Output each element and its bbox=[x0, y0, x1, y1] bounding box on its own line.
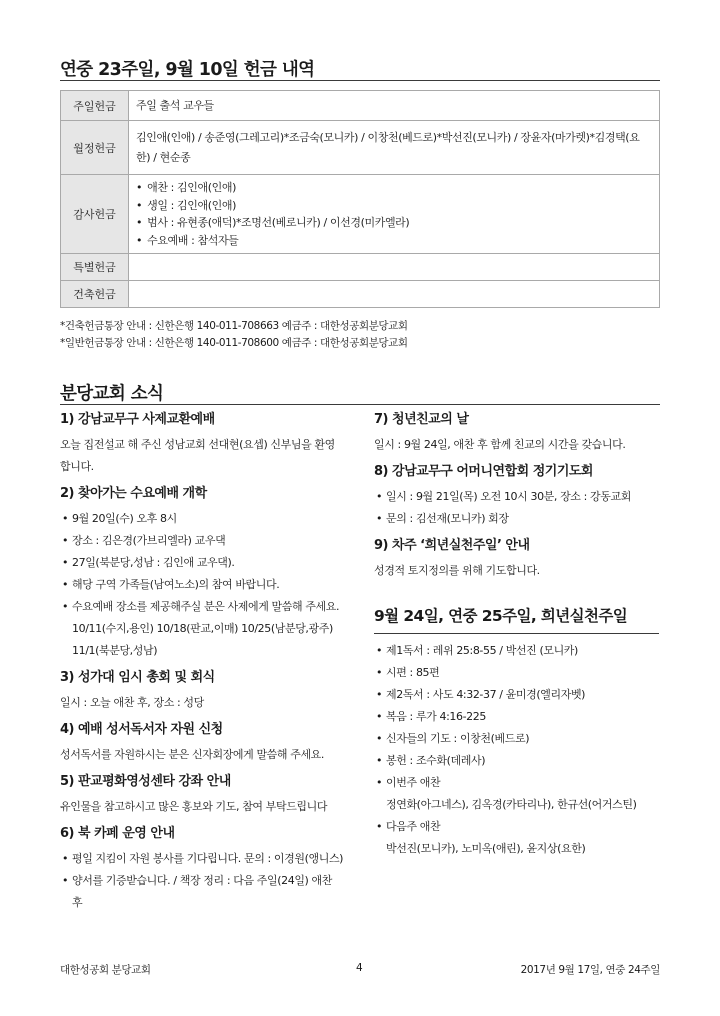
offering-row-special bbox=[61, 254, 660, 281]
footer-right: 2017년 9월 17일, 연중 24주일 bbox=[520, 964, 660, 976]
offering-row-thanks bbox=[61, 175, 660, 254]
account-note: *일반헌금통장 안내 : 신한은행 140-011-708600 예금주 : 대한성공회분당교회 bbox=[60, 337, 408, 349]
list-item-continuation: 정연화(아그네스), 김옥경(카타리나), 한규선(어거스틴) bbox=[386, 798, 637, 811]
news-heading: 4) 예배 성서독서자 자원 신청 bbox=[60, 722, 223, 737]
news-heading: 1) 강남교무구 사제교환예배 bbox=[60, 412, 215, 427]
list-item: • 27일(북분당,성남 : 김인애 교우댁). bbox=[60, 552, 345, 574]
news-heading: 5) 판교평화영성센타 강좌 안내 bbox=[60, 774, 231, 789]
list-item: • 제2독서 : 사도 4:32-37 / 윤미경(엘리자벳) bbox=[374, 684, 659, 706]
news-text: 성경적 토지정의를 위해 기도합니다. bbox=[374, 564, 540, 577]
news-heading: 7) 청년친교의 날 bbox=[374, 412, 469, 427]
account-note: *건축헌금통장 안내 : 신한은행 140-011-708663 예금주 : 대한성공회분당교회 bbox=[60, 320, 408, 332]
news-heading: 9) 차주 ‘희년실천주일’ 안내 bbox=[374, 538, 530, 553]
news-list bbox=[60, 508, 345, 662]
news-right-column bbox=[374, 410, 659, 860]
list-item: • 생일 : 김인애(인애) bbox=[136, 197, 652, 215]
offering-label: 건축헌금 bbox=[61, 281, 129, 308]
next-sunday-title: 9월 24일, 연중 25주일, 희년실천주일 bbox=[374, 604, 659, 634]
list-item: • 범사 : 유현종(애덕)*조명선(베로니카) / 이선경(미카엘라) bbox=[136, 214, 652, 232]
offering-table bbox=[60, 90, 660, 308]
news-title: 분당교회 소식 bbox=[60, 384, 164, 404]
list-item-continuation: 박선진(모니카), 노미옥(애린), 윤지상(요한) bbox=[386, 842, 586, 855]
news-text: 유인물을 참고하시고 많은 홍보와 기도, 참여 부탁드립니다 bbox=[60, 800, 328, 813]
list-item: • 봉헌 : 조수화(데레사) bbox=[374, 750, 659, 772]
list-item: • 신자들의 기도 : 이창천(베드로) bbox=[374, 728, 659, 750]
news-text: 성서독서를 자원하시는 분은 신자회장에게 말씀해 주세요. bbox=[60, 748, 325, 761]
news-text: 일시 : 9월 24일, 애찬 후 함께 친교의 시간을 갖습니다. bbox=[374, 438, 626, 451]
offering-value bbox=[129, 175, 660, 254]
offering-value: 주일 출석 교우들 bbox=[129, 91, 660, 121]
offering-title-rule bbox=[60, 80, 660, 81]
news-heading: 8) 강남교무구 어머니연합회 정기기도회 bbox=[374, 464, 593, 479]
page-number: 4 bbox=[356, 962, 363, 974]
offering-label: 주일헌금 bbox=[61, 91, 129, 121]
list-item: • 다음주 애찬 bbox=[374, 816, 659, 838]
list-item: • 문의 : 김선재(모니카) 회장 bbox=[374, 508, 659, 530]
footer-left: 대한성공회 분당교회 bbox=[60, 964, 151, 976]
list-item: • 애찬 : 김인애(인애) bbox=[136, 179, 652, 197]
news-list bbox=[374, 486, 659, 530]
thanks-list bbox=[136, 179, 652, 249]
news-text: 일시 : 오늘 애찬 후, 장소 : 성당 bbox=[60, 696, 204, 709]
news-text: 오늘 집전설교 해 주신 성남교회 선대현(요셉) 신부님을 환영합니다. bbox=[60, 438, 335, 473]
offering-label: 월정헌금 bbox=[61, 121, 129, 175]
offering-row-sunday bbox=[61, 91, 660, 121]
offering-label: 특별헌금 bbox=[61, 254, 129, 281]
offering-row-building bbox=[61, 281, 660, 308]
list-item: • 수요예배 장소를 제공해주실 분은 사제에게 말씀해 주세요. 10/11(수지,용인) 10/18(판교,이매) 10/25(남분당,광주) 11/1(북분당,성남) bbox=[60, 596, 345, 662]
list-item: • 평일 지킴이 자원 봉사를 기다립니다. 문의 : 이경원(앵니스) bbox=[60, 848, 345, 870]
offering-value bbox=[129, 281, 660, 308]
news-heading: 3) 성가대 임시 총회 및 회식 bbox=[60, 670, 215, 685]
next-sunday-list bbox=[374, 640, 659, 860]
list-item: • 복음 : 루가 4:16-225 bbox=[374, 706, 659, 728]
offering-label: 감사헌금 bbox=[61, 175, 129, 254]
list-item: • 이번주 애찬 bbox=[374, 772, 659, 794]
offering-value bbox=[129, 254, 660, 281]
news-heading: 6) 북 카페 운영 안내 bbox=[60, 826, 175, 841]
offering-row-monthly bbox=[61, 121, 660, 175]
list-item: • 일시 : 9월 21일(목) 오전 10시 30분, 장소 : 강동교회 bbox=[374, 486, 659, 508]
news-left-column bbox=[60, 410, 345, 914]
news-list bbox=[60, 848, 345, 914]
list-item: • 장소 : 김은경(가브리엘라) 교우댁 bbox=[60, 530, 345, 552]
list-item: • 수요예배 : 참석자들 bbox=[136, 232, 652, 250]
list-item: • 9월 20일(수) 오후 8시 bbox=[60, 508, 345, 530]
list-item: • 시편 : 85편 bbox=[374, 662, 659, 684]
news-heading: 2) 찾아가는 수요예배 개학 bbox=[60, 486, 207, 501]
list-item: • 양서를 기증받습니다. / 책장 정리 : 다음 주일(24일) 애찬 후 bbox=[60, 870, 345, 914]
offering-value: 김인애(인애) / 송준영(그레고리)*조금숙(모니카) / 이창천(베드로)*박선진(모니카) / 장윤자(마가렛)*김경택(요한) / 현순종 bbox=[129, 121, 660, 175]
list-item: • 제1독서 : 레위 25:8-55 / 박선진 (모니카) bbox=[374, 640, 659, 662]
list-item: • 해당 구역 가족들(남여노소)의 참여 바랍니다. bbox=[60, 574, 345, 596]
news-title-rule bbox=[60, 404, 660, 405]
offering-title: 연중 23주일, 9월 10일 헌금 내역 bbox=[60, 60, 315, 80]
